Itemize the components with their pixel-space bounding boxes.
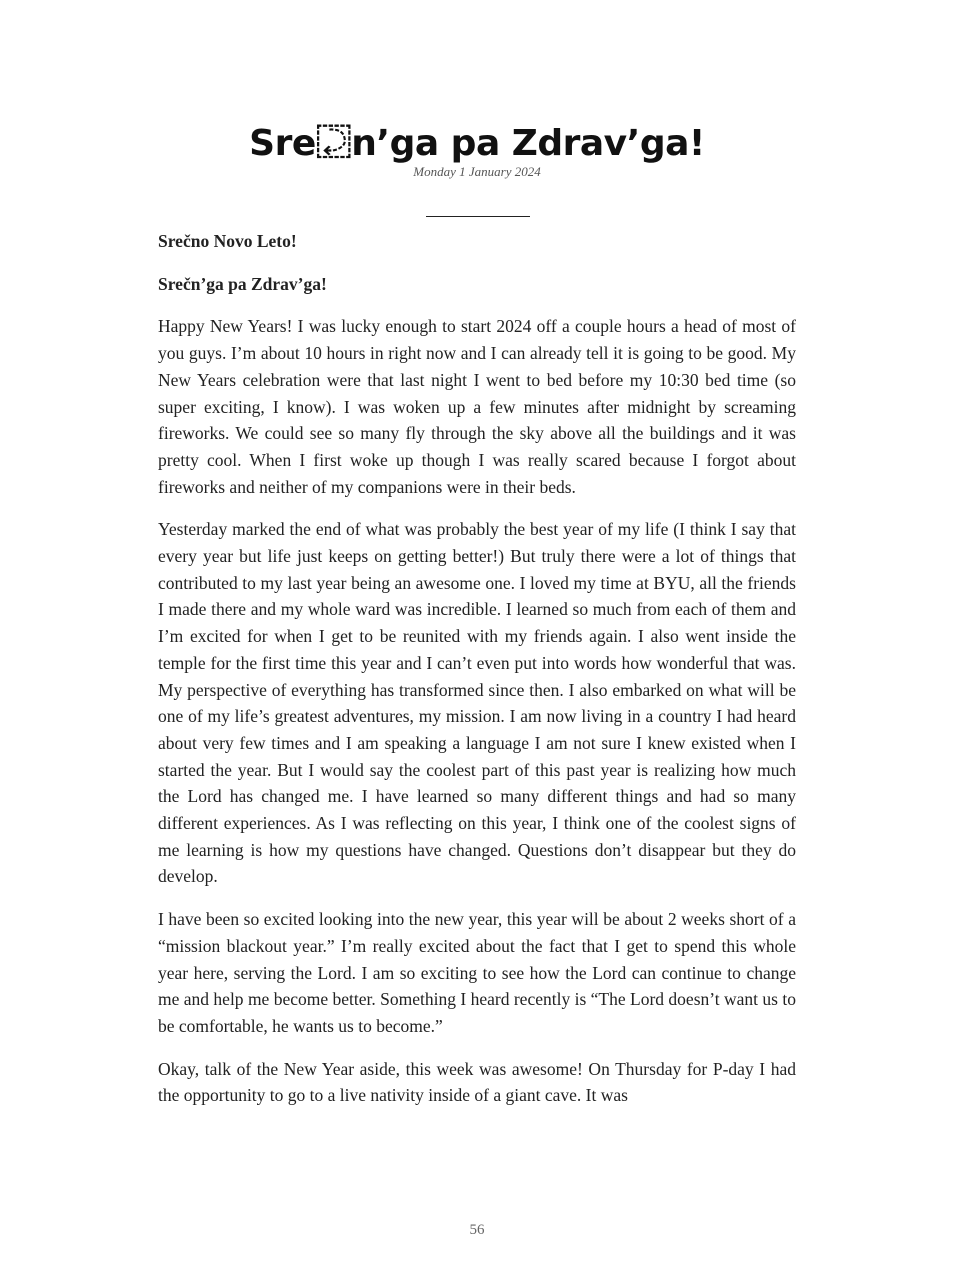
body-paragraph: Okay, talk of the New Year aside, this week was awesome! On Thursday for P-day I had the opportunity to go to a live nativity inside of a giant cave. It was xyxy=(158,1058,796,1106)
greeting-line: Srečno Novo Leto! xyxy=(158,231,297,251)
page-number: 56 xyxy=(469,1222,485,1238)
body-paragraph: Yesterday marked the end of what was probably the best year of my life (I think I say that every year but life just keeps on getting better!) But truly there were a lot of things that contributed to my last year being an awesome one. I loved my time at BYU, all the friends I made there and my whole ward was incredible. I learned so much from each of them and I’m excited for when I get to be reunited with my friends again. I also went inside the temple for the first time this year and I can’t even put into words how wonderful that was. My perspective of everything has transformed since then. I also embarked on what will be one of my life’s greatest adventures, my mission. I am now living in a country I had heard about very few times and I am speaking a language I am not sure I knew existed when I started the year. But I would say the coolest part of this past year is realizing how much the Lord has changed me. I have learned so many different things and had so many different experiences. As I was reflecting on this year, I think one of the coolest signs of me learning is how my questions have changed. Questions don’t disappear but they do develop. xyxy=(158,519,796,887)
title-divider xyxy=(426,216,530,217)
article-body xyxy=(158,228,796,1125)
greeting-line: Srečn’ga pa Zdrav’ga! xyxy=(158,273,327,294)
post-date: Monday 1 January 2024 xyxy=(413,164,541,179)
body-paragraph: I have been so excited looking into the new year, this year will be about 2 weeks short of a “mission blackout year.” I’m really excited about the fact that I get to spend this whole year here, serving the Lord. I am so exciting to see how the Lord can continue to change me and help me become better. Something I heard recently is “The Lord doesn’t want us to be comfortable, he wants us to become.” xyxy=(158,909,796,1036)
page-title: Sre⿿n’ga pa Zdrav’ga! xyxy=(249,123,705,164)
body-paragraph: Happy New Years! I was lucky enough to start 2024 off a couple hours a head of most of you guys. I’m about 10 hours in right now and I can already tell it is going to be good. My New Years celebration were that last night I went to bed before my 10:30 bed time (so super exciting, I know). I was woken up a few minutes after midnight by screaming fireworks. We could see so many fly through the sky above all the buildings and it was pretty cool. When I first woke up though I was really scared because I forgot about fireworks and neither of my companions were in their beds. xyxy=(158,316,796,497)
